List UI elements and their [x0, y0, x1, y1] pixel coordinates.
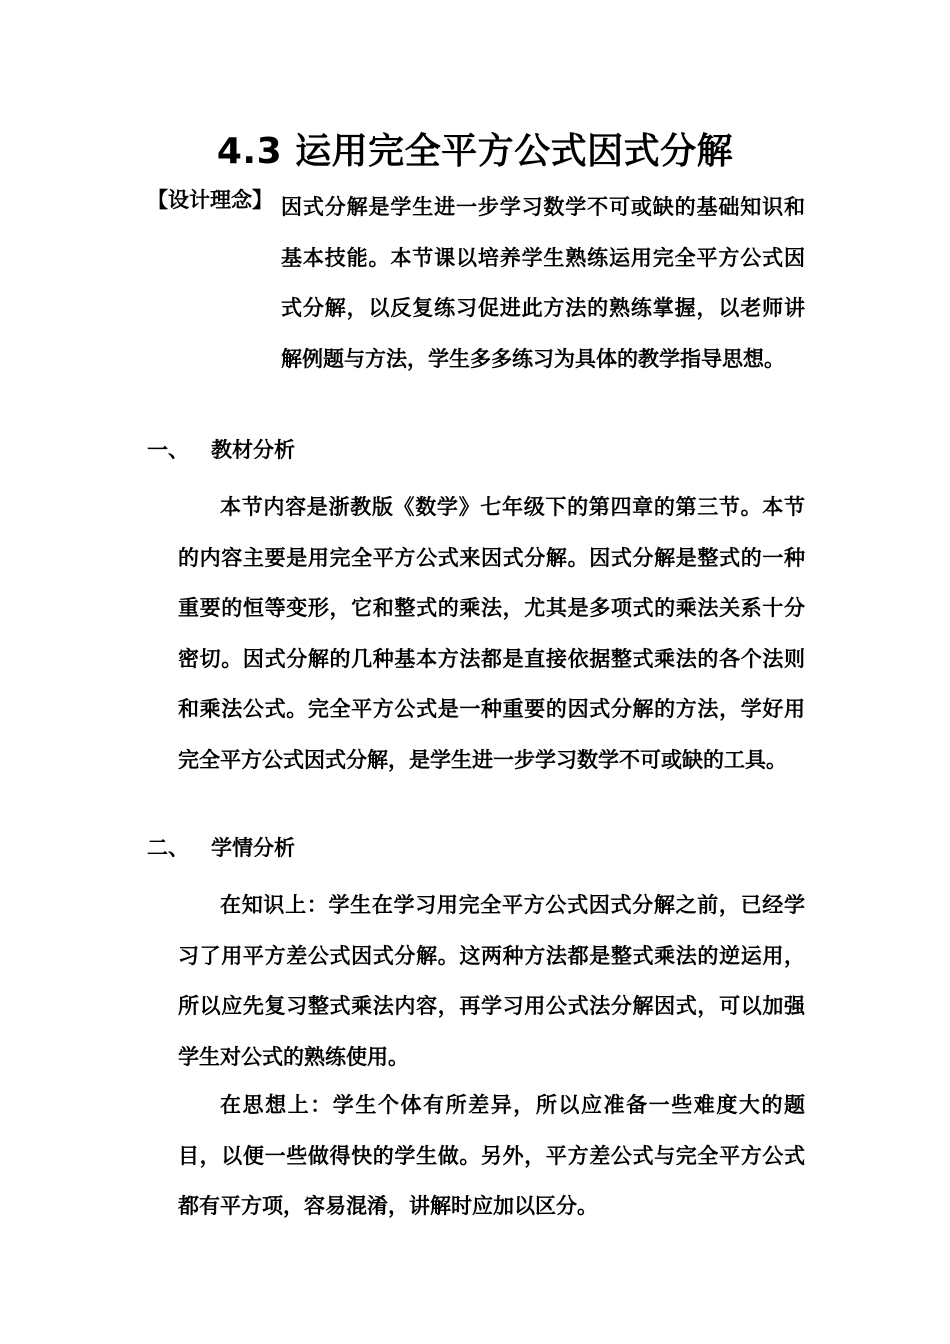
paragraph-textbook-analysis: 本节内容是浙教版《数学》七年级下的第四章的第三节。本节的内容主要是用完全平方公式来因式分解。因式分解是整式的一种重要的恒等变形，它和整式的乘法，尤其是多项式的乘法关系十分密切。因式分解的几种基本方法都是直接依据整式乘法的各个法则和乘法公式。完全平方公式是一种重要的因式分解的方法，学好用完全平方公式因式分解，是学生进一步学习数学不可或缺的工具。: [178, 495, 805, 772]
section-heading-student-analysis: [147, 830, 295, 866]
section-number: 一、: [147, 438, 189, 462]
paragraph-thinking: 在思想上：学生个体有所差异，所以应准备一些难度大的题目，以便一些做得快的学生做。另外，平方差公式与完全平方公式都有平方项，容易混淆，讲解时应加以区分。: [178, 1093, 805, 1218]
document-title: 4.3 运用完全平方公式因式分解: [216, 131, 734, 172]
section-title: 教材分析: [211, 438, 295, 462]
paragraph-knowledge: 在知识上：学生在学习用完全平方公式因式分解之前，已经学习了用平方差公式因式分解。这两种方法都是整式乘法的逆运用，所以应先复习整式乘法内容，再学习用公式法分解因式，可以加强学生对公式的熟练使用。: [178, 893, 805, 1069]
design-concept-text: 因式分解是学生进一步学习数学不可或缺的基础知识和基本技能。本节课以培养学生熟练运用完全平方公式因式分解，以反复练习促进此方法的熟练掌握，以老师讲解例题与方法，学生多多练习为具体的教学指导思想。: [281, 195, 805, 371]
design-concept-label: 【设计理念】: [147, 188, 273, 212]
section-number: 二、: [147, 836, 189, 860]
section-title: 学情分析: [211, 836, 295, 860]
section-heading-textbook-analysis: [147, 432, 295, 468]
